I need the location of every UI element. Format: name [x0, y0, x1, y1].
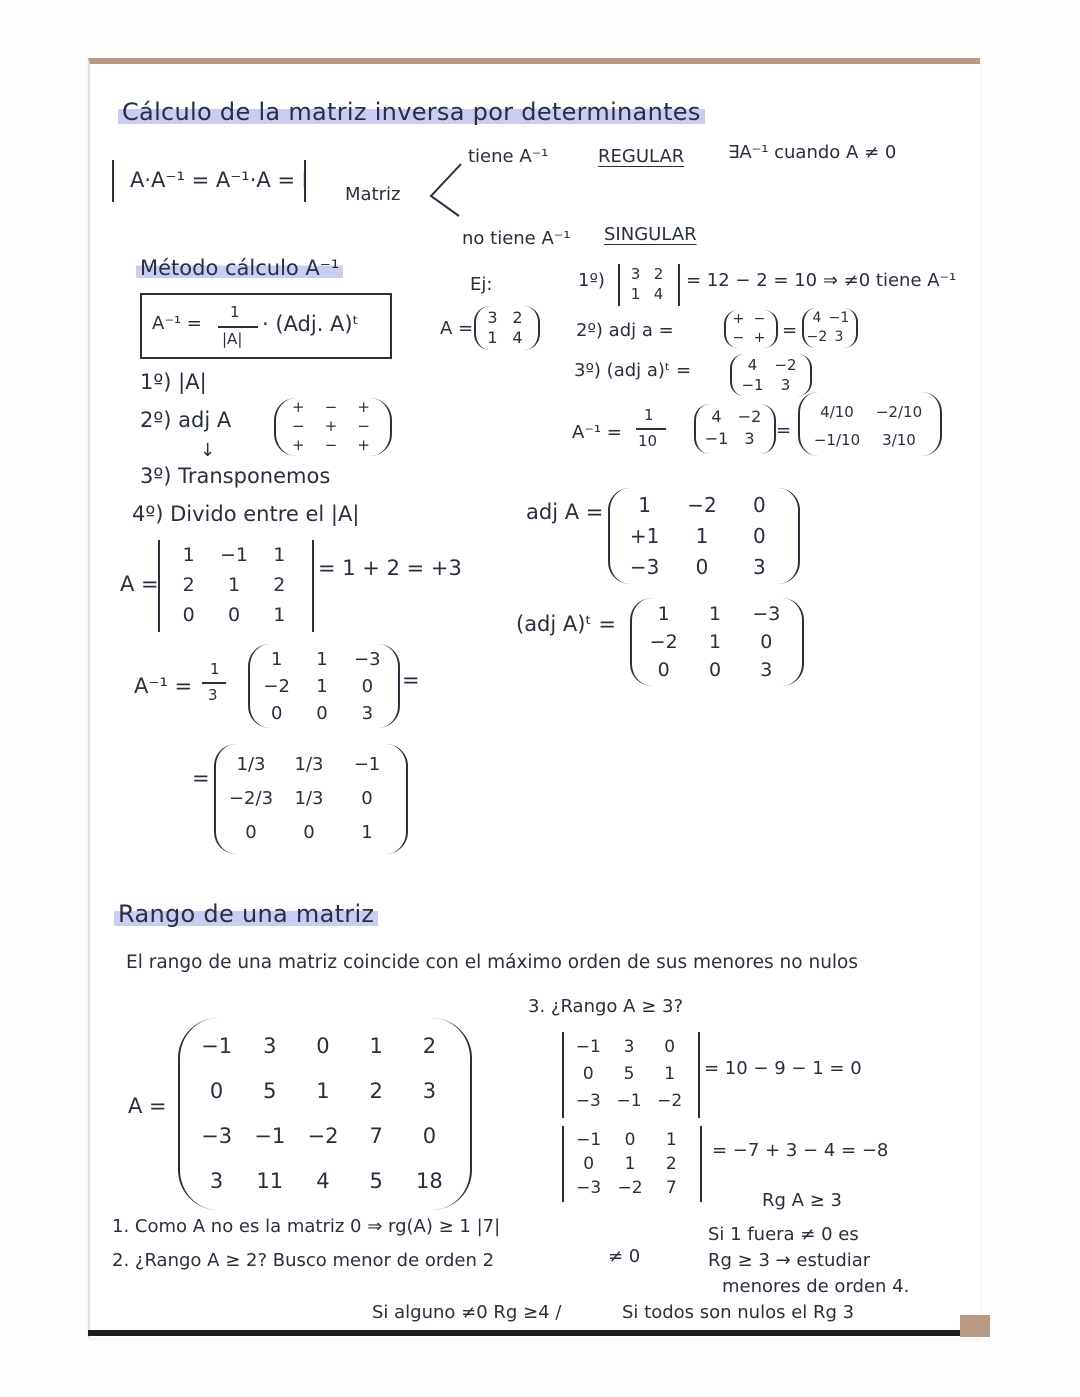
- ej2-a-label: A =: [120, 572, 159, 596]
- ej2-det-cells: [166, 540, 302, 630]
- cell: 1: [695, 524, 709, 548]
- cell: 18: [416, 1169, 443, 1193]
- cell: 4: [812, 310, 822, 326]
- cell: 1: [316, 649, 328, 670]
- cell: 0: [422, 1124, 437, 1148]
- cell: −1: [353, 754, 381, 775]
- cell: 2: [273, 574, 286, 596]
- sign-cell: −: [324, 436, 338, 454]
- cell: 3: [623, 1037, 635, 1057]
- menor-1-result: = 10 − 9 − 1 = 0: [704, 1058, 862, 1079]
- cell: 1: [316, 676, 328, 697]
- ej1-adjt-cells: [736, 355, 802, 395]
- ej2-adj-label: adj A =: [526, 500, 604, 524]
- cell: 5: [623, 1064, 635, 1084]
- sign-cell: −: [292, 417, 305, 435]
- ej1-inv-eq: =: [776, 420, 792, 441]
- ej2-adj-cells: [616, 490, 788, 583]
- cell: 1/3: [294, 788, 324, 809]
- cell: −3: [752, 603, 781, 625]
- ej2-adjt-cells: [638, 600, 792, 684]
- cell: 0: [227, 604, 241, 626]
- cell: 3: [422, 1079, 437, 1103]
- fraction-bar: [202, 682, 226, 684]
- cell: −1: [616, 1091, 642, 1111]
- cell: −1: [254, 1124, 286, 1148]
- sign-cell: +: [324, 417, 338, 435]
- cell: −2: [774, 356, 797, 374]
- foot-note-1: Si alguno ≠0 Rg ≥4 /: [372, 1302, 562, 1323]
- cell: 11: [256, 1169, 284, 1193]
- cell: 1: [630, 285, 641, 303]
- cell: 0: [361, 676, 374, 697]
- ej2-adjt-label: (adj A)ᵗ =: [516, 612, 616, 636]
- cell: 0: [209, 1079, 224, 1103]
- ej-label: Ej:: [470, 274, 493, 295]
- ej1-a-cells: [480, 308, 530, 348]
- cell: 0: [316, 1034, 330, 1058]
- cell: 1: [624, 1154, 636, 1174]
- cell: 3: [361, 703, 374, 724]
- cell: −2: [263, 676, 290, 697]
- cell: −1: [219, 544, 248, 566]
- cell: −2: [617, 1178, 643, 1198]
- menor-2-result: = −7 + 3 − 4 = −8: [712, 1140, 889, 1161]
- menor-1-cells: [568, 1034, 690, 1115]
- cell: 2: [369, 1079, 383, 1103]
- formula-den: |A|: [222, 330, 243, 348]
- cell: 3: [752, 555, 766, 579]
- cell: 5: [263, 1079, 277, 1103]
- cell: 1: [361, 822, 373, 843]
- down-arrow-icon: ↓: [200, 440, 216, 461]
- regular-label: REGULAR: [598, 146, 685, 167]
- section-title-inverse: Cálculo de la matriz inversa por determinantes: [118, 98, 705, 126]
- sign-matrix-cells: [282, 398, 380, 455]
- no-tiene-label: no tiene A⁻¹: [462, 228, 571, 249]
- cell: +1: [629, 524, 660, 548]
- cell: 1: [316, 1079, 330, 1103]
- step-1: 1º) |A|: [140, 370, 207, 394]
- rango-point-1: 1. Como A no es la matriz 0 ⇒ rg(A) ≥ 1 |7|: [112, 1216, 501, 1237]
- cell: 4: [747, 356, 758, 374]
- cell: +: [753, 330, 766, 346]
- rango-point-2-neq: ≠ 0: [608, 1246, 641, 1267]
- cell: 4: [711, 407, 722, 426]
- cell: 1: [273, 544, 286, 566]
- cell: 1: [657, 603, 670, 625]
- ej2-det-result: = 1 + 2 = +3: [318, 556, 462, 580]
- ej2-inv-mid-cells: [254, 646, 390, 727]
- sign-cell: +: [292, 398, 305, 416]
- note-line-1: Si 1 fuera ≠ 0 es: [708, 1224, 859, 1245]
- rango-matrix-cells: [190, 1024, 456, 1204]
- cell: −: [753, 311, 766, 327]
- cell: −1: [828, 310, 850, 326]
- cell: 0: [760, 631, 773, 653]
- cell: 1: [273, 604, 286, 626]
- cell: −3: [575, 1091, 601, 1111]
- ej1-sign-cells: [728, 310, 770, 348]
- sign-cell: +: [357, 398, 370, 416]
- cell: 1: [182, 544, 195, 566]
- cell: −3: [576, 1178, 602, 1198]
- cell: 4: [512, 328, 523, 347]
- cell: 3: [630, 265, 641, 283]
- cell: 2: [665, 1154, 677, 1174]
- rango-q3: 3. ¿Rango A ≥ 3?: [528, 996, 684, 1017]
- ej1-inv-mid-cells: [700, 406, 766, 450]
- step-4: 4º) Divido entre el |A|: [132, 502, 360, 526]
- cell: −2/3: [228, 788, 274, 809]
- cell: 3: [487, 308, 498, 327]
- cell: 3: [780, 376, 791, 394]
- cell: 0: [182, 604, 195, 626]
- ej1-det-cells: [624, 264, 670, 304]
- cell: 1: [665, 1130, 677, 1150]
- ej1-inv-result-cells: [806, 398, 930, 454]
- fraction-bar: [218, 326, 258, 328]
- cell: 1: [369, 1034, 383, 1058]
- cell: −1: [576, 1130, 602, 1150]
- cell: 0: [708, 659, 722, 681]
- cell: 0: [657, 659, 670, 681]
- cell: −3: [201, 1124, 233, 1148]
- cell: 3: [744, 429, 755, 448]
- cell: −2: [649, 631, 678, 653]
- ej2-inv-den: 3: [208, 686, 218, 704]
- cell: +: [732, 311, 745, 327]
- ej1-inv-num: 1: [644, 406, 654, 424]
- cell: −3: [354, 649, 381, 670]
- sign-cell: −: [357, 417, 370, 435]
- ej1-step2-label: 2º) adj a =: [576, 320, 674, 341]
- cell: 4: [653, 285, 664, 303]
- cell: 0: [316, 703, 328, 724]
- page-bottom-edge: [88, 1330, 988, 1336]
- singular-label: SINGULAR: [604, 224, 697, 245]
- ej1-det-result: = 12 − 2 = 10 ⇒ ≠0 tiene A⁻¹: [686, 270, 957, 291]
- page-corner-tab: [960, 1315, 990, 1337]
- ej2-inv-eq2: =: [192, 766, 210, 790]
- cell: 0: [695, 555, 709, 579]
- cell: 0: [752, 524, 766, 548]
- cell: 1: [664, 1064, 676, 1084]
- rango-title: Rango de una matriz: [114, 900, 378, 928]
- ej1-adj-cells: [806, 309, 850, 347]
- cell: 2: [422, 1034, 437, 1058]
- rango-a-label: A =: [128, 1094, 167, 1118]
- cell: 0: [752, 493, 766, 517]
- cell: 1/3: [294, 754, 324, 775]
- note-line-3: menores de orden 4.: [722, 1276, 910, 1297]
- ej1-step3-label: 3º) (adj a)ᵗ =: [574, 360, 692, 381]
- cell: 3: [209, 1169, 224, 1193]
- cell: 1/3: [236, 754, 266, 775]
- foot-note-2: Si todos son nulos el Rg 3: [622, 1302, 855, 1323]
- cell: −1/10: [813, 431, 861, 449]
- cell: 7: [665, 1178, 677, 1198]
- cell: 2: [653, 265, 664, 283]
- cell: 4: [316, 1169, 330, 1193]
- cell: −1: [575, 1037, 601, 1057]
- cell: 7: [369, 1124, 383, 1148]
- cell: −2: [687, 493, 717, 517]
- rango-definition: El rango de una matriz coincide con el máximo orden de sus menores no nulos: [126, 952, 859, 973]
- identity-formula: A·A⁻¹ = A⁻¹·A = I: [130, 168, 308, 192]
- sign-cell: +: [357, 436, 370, 454]
- cell: 3: [760, 659, 773, 681]
- step-3: 3º) Transponemos: [140, 464, 331, 488]
- cell: 4/10: [820, 403, 854, 421]
- cell: −2: [657, 1091, 683, 1111]
- cell: −: [732, 330, 745, 346]
- cell: 1: [270, 649, 283, 670]
- cell: 0: [583, 1154, 595, 1174]
- metodo-title: Método cálculo A⁻¹: [136, 256, 343, 280]
- ej2-inv-result-cells: [222, 748, 396, 850]
- cell: 0: [624, 1130, 636, 1150]
- ej1-inv-den: 10: [638, 432, 658, 450]
- matriz-label: Matriz: [345, 184, 401, 205]
- ej2-inv-eq1: =: [402, 668, 420, 692]
- cell: 1: [708, 603, 722, 625]
- cell: 0: [303, 822, 315, 843]
- menor-2-cells: [568, 1128, 692, 1200]
- cell: 3/10: [882, 431, 916, 449]
- ej1-eq: =: [782, 320, 798, 341]
- ej1-inv-lhs: A⁻¹ =: [572, 422, 622, 443]
- ej1-a-label: A =: [440, 318, 474, 339]
- cell: −2: [307, 1124, 339, 1148]
- branch-icon: [425, 160, 465, 220]
- rango-point-2: 2. ¿Rango A ≥ 2? Busco menor de orden 2: [112, 1250, 495, 1271]
- cell: −1: [741, 376, 764, 394]
- note-line-2: Rg ≥ 3 → estudiar: [708, 1250, 871, 1271]
- fraction-bar: [636, 428, 666, 430]
- formula-rhs: · (Adj. A)ᵗ: [262, 312, 359, 336]
- cell: −1: [201, 1034, 233, 1058]
- step-2: 2º) adj A: [140, 408, 232, 432]
- cell: 1: [227, 574, 241, 596]
- cell: 0: [361, 788, 373, 809]
- cell: −2/10: [875, 403, 923, 421]
- cell: 1: [708, 631, 722, 653]
- cell: 0: [582, 1064, 594, 1084]
- cell: 0: [270, 703, 283, 724]
- cell: −2: [806, 329, 828, 345]
- sign-cell: +: [292, 436, 305, 454]
- ej2-inv-lhs: A⁻¹ =: [134, 674, 193, 698]
- tiene-label: tiene A⁻¹: [468, 146, 549, 167]
- formula-lhs: A⁻¹ =: [152, 313, 202, 334]
- cell: −2: [737, 407, 762, 426]
- existe-label: ∃A⁻¹ cuando A ≠ 0: [728, 142, 897, 163]
- formula-num: 1: [230, 303, 240, 321]
- ej1-step1-label: 1º): [578, 270, 605, 291]
- cell: 1: [638, 493, 652, 517]
- cell: −1: [704, 429, 729, 448]
- rg-ge-3: Rg A ≥ 3: [762, 1190, 842, 1211]
- cell: 0: [245, 822, 257, 843]
- ej2-inv-num: 1: [210, 660, 220, 678]
- cell: −3: [629, 555, 660, 579]
- cell: 5: [369, 1169, 383, 1193]
- cell: 2: [512, 308, 523, 327]
- cell: 2: [182, 574, 195, 596]
- cell: 3: [263, 1034, 277, 1058]
- cell: 0: [664, 1037, 676, 1057]
- cell: 1: [487, 328, 498, 347]
- sign-cell: −: [324, 398, 338, 416]
- cell: 3: [834, 329, 844, 345]
